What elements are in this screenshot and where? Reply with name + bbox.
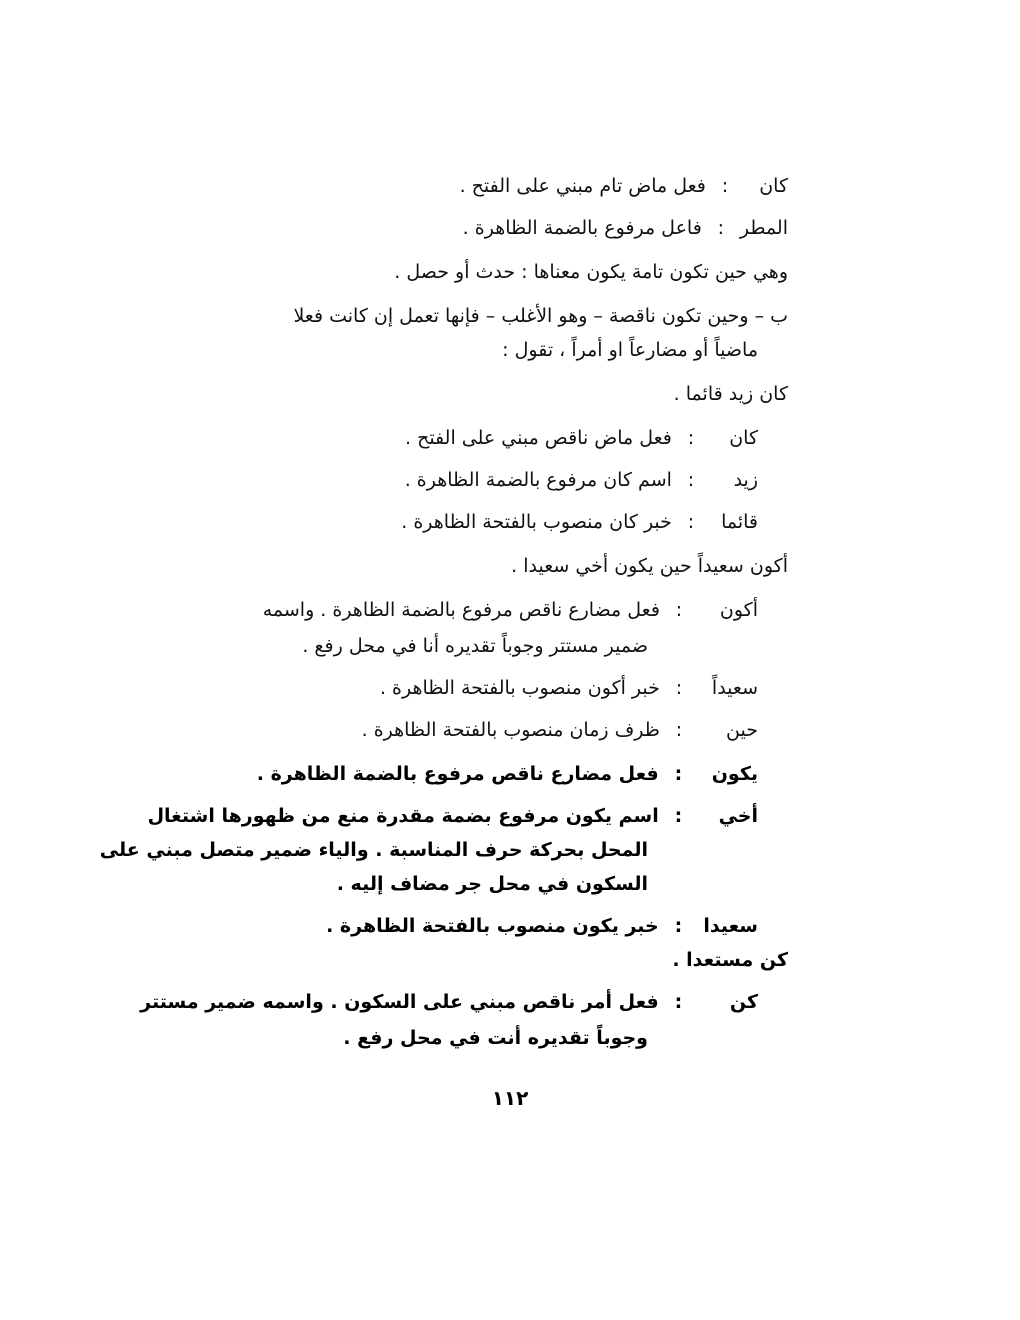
page-number: ١١٢ [491, 1086, 529, 1110]
example-sentence: كن مستعدا . [672, 949, 788, 971]
separator: : [674, 763, 683, 785]
separator: : [687, 427, 695, 449]
analysis-text: خبر يكون منصوب بالفتحة الظاهرة . [326, 915, 659, 937]
analysis-term: يكون [711, 763, 758, 785]
separator: : [674, 991, 683, 1013]
analysis-term: أكون [719, 599, 758, 621]
analysis-term: كان [759, 175, 788, 197]
analysis-text: خبر أكون منصوب بالفتحة الظاهرة . [379, 677, 660, 699]
analysis-line [326, 912, 758, 940]
analysis-text: فعل مضارع ناقص مرفوع بالضمة الظاهرة . واسمه [262, 599, 660, 621]
separator: : [721, 175, 729, 197]
analysis-line [380, 674, 758, 702]
separator: : [674, 915, 683, 937]
analysis-text: فاعل مرفوع بالضمة الظاهرة . [462, 217, 702, 239]
paragraph-line: ب – وحين تكون ناقصة – وهو الأغلب – فإنها تعمل إن كانت فعلا [293, 305, 788, 327]
analysis-term: سعيداً [711, 677, 758, 699]
separator: : [675, 599, 683, 621]
separator: : [675, 677, 683, 699]
analysis-line [405, 424, 758, 452]
example-sentence: أكون سعيداً حين يكون أخي سعيدا . [511, 555, 788, 577]
analysis-line [405, 466, 758, 494]
analysis-text: فعل أمر ناقص مبني على السكون . واسمه ضمير مستتر [140, 991, 659, 1013]
analysis-line [263, 596, 758, 624]
analysis-line [362, 716, 758, 744]
analysis-line [257, 760, 758, 788]
analysis-line [460, 172, 788, 200]
analysis-continuation: المحل بحركة حرف المناسبة . والياء ضمير متصل مبني على [99, 839, 648, 861]
analysis-text: ظرف زمان منصوب بالفتحة الظاهرة . [361, 719, 660, 741]
analysis-line [463, 214, 788, 242]
analysis-text: فعل ماض ناقص مبني على الفتح . [404, 427, 672, 449]
analysis-continuation: وجوباً تقديره أنت في محل رفع . [343, 1027, 648, 1049]
analysis-text: اسم كان مرفوع بالضمة الظاهرة . [404, 469, 672, 491]
analysis-term: قائما [721, 511, 758, 533]
analysis-term: زيد [733, 469, 758, 491]
analysis-line [140, 988, 758, 1016]
analysis-term: كن [729, 991, 758, 1013]
separator: : [674, 805, 683, 827]
analysis-term: المطر [739, 217, 788, 239]
analysis-text: فعل مضارع ناقص مرفوع بالضمة الظاهرة . [256, 763, 659, 785]
analysis-term: حين [726, 719, 758, 741]
paragraph-line: ماضياً أو مضارعاً او أمراً ، تقول : [502, 339, 758, 361]
separator: : [717, 217, 725, 239]
analysis-continuation: ضمير مستتر وجوباً تقديره أنا في محل رفع . [302, 635, 648, 657]
analysis-line [148, 802, 758, 830]
analysis-text: فعل ماض تام مبني على الفتح . [459, 175, 706, 197]
analysis-term: كان [729, 427, 758, 449]
analysis-term: سعيدا [703, 915, 758, 937]
analysis-continuation: السكون في محل جر مضاف إليه . [336, 873, 648, 895]
analysis-line [401, 508, 758, 536]
analysis-text: اسم يكون مرفوع بضمة مقدرة منع من ظهورها اشتغال [147, 805, 659, 827]
analysis-term: أخي [718, 805, 758, 827]
separator: : [675, 719, 683, 741]
separator: : [687, 469, 695, 491]
separator: : [687, 511, 695, 533]
example-sentence: كان زيد قائما . [673, 383, 788, 405]
analysis-text: خبر كان منصوب بالفتحة الظاهرة . [401, 511, 672, 533]
paragraph-line: وهي حين تكون تامة يكون معناها : حدث أو حصل . [394, 261, 788, 283]
